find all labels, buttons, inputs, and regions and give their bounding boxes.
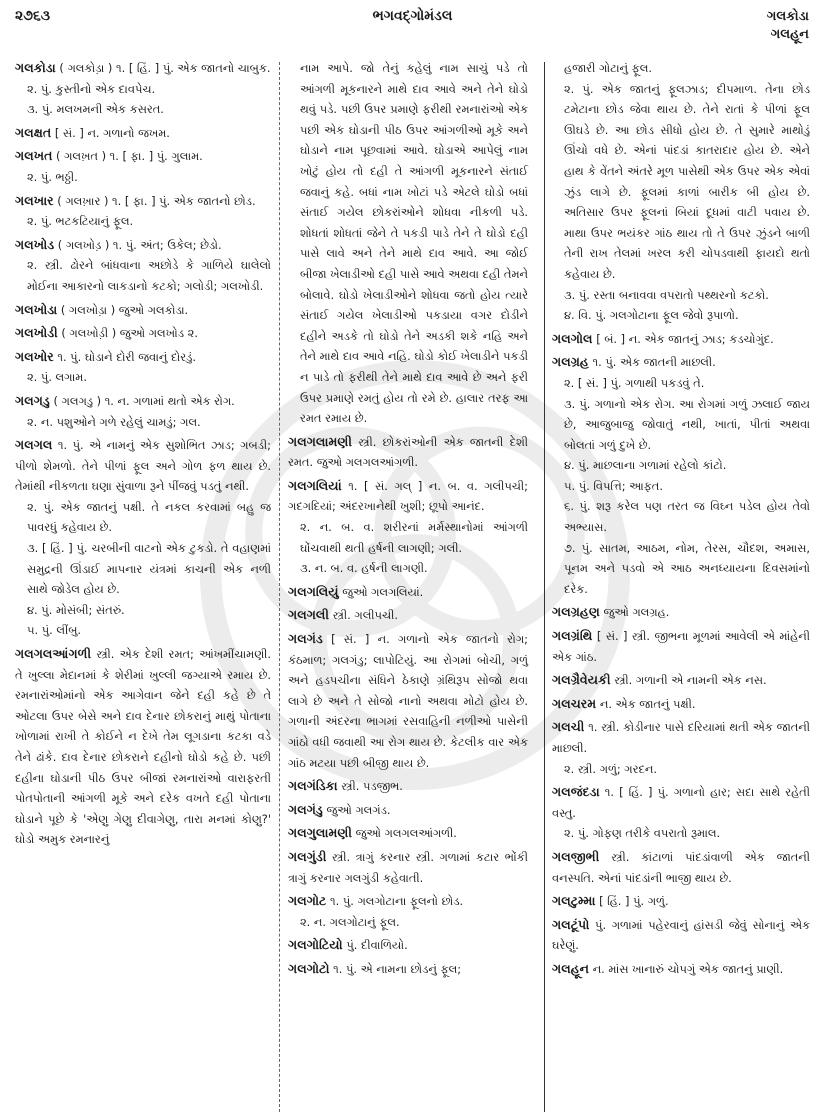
- page-number: ૨૭૬૩: [15, 8, 51, 24]
- entry-definition: સ્ત્રી. ગલીપચી.: [332, 608, 398, 623]
- dictionary-entry: [15, 58, 271, 120]
- entry-sense: ૫. પું. વિપત્તિ; આફત.: [564, 478, 663, 493]
- entry-definition: પું. દીવાળિયો.: [346, 938, 408, 953]
- dictionary-entry: [288, 432, 528, 473]
- entry-definition: ( ગલખોડ઼ા ) જુઓ ગલકોડા.: [60, 302, 189, 317]
- dictionary-entry: [552, 694, 810, 715]
- entry-headword: ગલહૂન: [552, 960, 590, 976]
- entry-definition: [ સં. ] સ્ત્રી. જીભના મૂળમાં આવેલી એ માંહેની એક ગાંઠ.: [552, 629, 810, 664]
- entry-headword: ગલગ્રહણ: [552, 604, 600, 620]
- entry-headword: ગલચી: [552, 719, 585, 735]
- entry-definition: ૧. [ સં. ગલ્ ] ન. બ. વ. ગલીપચી; ગદગદિયાં; અંદરખાનેથી ખુશી; છૂપો આનંદ.: [288, 478, 528, 514]
- entry-definition: સ્ત્રી. છોકરાંઓની એક જાતની દેશી રમત. જુઓ ગલગલઆંગળી.: [288, 434, 529, 470]
- guide-word-last: ગલહૂન: [770, 27, 809, 42]
- dictionary-entry: [552, 959, 810, 980]
- entry-definition: ૧. પું. એ નામનું એક સુશોભિત ઝાડ; ગબડી; પીળો શેમળો. તેને પીળાં ફૂલ અને ગોળ ફળ થાય છે. તેમાંથી નીકળતા ઘણા સુંવાળા રૂને પીંજવું પડતું નથી.: [15, 438, 271, 494]
- entry-definition: [ બં. ] ન. એક જાતનું ઝાડ; કડચોગુંદ.: [596, 331, 774, 346]
- entry-definition: ૧. પું. ગલગોટાના ફૂલનો છોડ.: [330, 894, 464, 909]
- entry-headword: ગલગંડ: [288, 631, 323, 647]
- entry-headword: ગલકોડા: [15, 60, 56, 75]
- entry-sense: ૨. [ સં. ] પું. ગળાથી પકડવું તે.: [564, 375, 705, 390]
- dictionary-entry: [15, 347, 271, 388]
- entry-definition: નામ આપે. જો તેનું કહેલું નામ સાચું પડે તો આંગળી મૂકનારને માથે દાવ આવે અને તેને ઘોડો થવું પડે. પછી ઉપર પ્રમાણે ફરીથી રમનારાંઓ એક પછી એક ઘોડાની પીઠ ઉપર આંગળીઓ મૂકે અને ઘોડાને નામ પૂછવામાં આવે. ઘોડાએ આપેલું નામ ખોટું હોય તો દહી તે આંગળી મૂકનારને સંતાઈ જવાનું કહે. બધાં નામ ખોટાં પડે એટલે ઘોડો બધાં સંતાઈ ગયેલ છોકરાંઓને શોધવા નીકળી પડે. શોધતાં શોધતાં જેને તે પકડી પાડે તેને તે ઘોડો દહી પાસે લાવે અને તેને માથે દાવ આવે. આ જોઈ બીજા ખેલાડીઓ દહી પાસે આવે અથવા દહી તેમને બોલાવે. ઘોડો ખેલાડીઓને શોધવા જતો હોય ત્યારે સંતાઈ ગયેલ ખેલાડીઓ પકડાયા વગર દોડીને દહીને અડકે તો ઘોડો તેને અડકી શકે નહિ અને તેને માથે દાવ આવે નહિ. ઘોડો કોઈ ખેલાડીને પકડી ન પાડે તો ફરીથી તેને માથે દાવ આવે છે અને ફરી ઉપર પ્રમાણે રમતું હોય તો રમે છે. હાલાર તરફ આ રમત રમાય છે.: [300, 61, 528, 426]
- dictionary-entry: [15, 123, 271, 144]
- dictionary-entry: [288, 629, 528, 773]
- entry-definition: જુઓ ગલગલિયાં.: [342, 584, 424, 599]
- dictionary-entry: [552, 847, 810, 888]
- entry-definition: ૧. સ્ત્રી. કોડીનાર પાસે દરિયામાં થતી એક જાતની માછલી.: [552, 720, 811, 755]
- entry-headword: ગલટૂંપો: [552, 916, 590, 932]
- entry-definition: ( ગલખોડ઼ી ) જુઓ ગલખોડ ૨.: [61, 326, 198, 341]
- dictionary-entry: [15, 323, 271, 344]
- entry-headword: ગલચરમ: [552, 695, 597, 711]
- entry-headword: ગલગલિયાં: [288, 477, 342, 493]
- dictionary-entry: [15, 435, 271, 641]
- entry-definition: [ સં. ] ન. ગળાનો એક જાતનો રોગ; કંઠમાળ; ગલગંડુ; લાપોટિયું. આ રોગમાં બોચી, ગળું અને હડપચીના સંધિને ઠેકાણે ગ્રંથિરૂપ સોજો થવા લાગે છે અને તે સોજો નાનો અથવા મોટો હોય છે. ગળાની અંદરના ભાગમાં રસવાહિની નળીઓ પાસેની ગાંઠો વધી જવાથી આ રોગ થાય છે. કેટલીક વાર એક ગાંઠ મટયા પછી બીજી થાય છે.: [288, 632, 528, 770]
- dictionary-entry: [288, 823, 528, 844]
- entry-definition: ૧. [ હિં. ] પું. ગળાનો હાર; સદા સાથે રહેતી વસ્તુ.: [552, 785, 810, 820]
- entry-headword: ગલખોડા: [15, 301, 58, 317]
- column-right: [552, 58, 810, 983]
- entry-headword: ગલજંદડા: [552, 784, 600, 800]
- entry-headword: ગલગ્રંથિ: [552, 628, 593, 644]
- dictionary-entry: [15, 644, 271, 850]
- entry-sense: ૨. પું. ભઠ્ઠી.: [27, 169, 78, 184]
- entry-definition: ૧. પું. ઘોડાને દોરી જવાનું દોરડું.: [57, 349, 196, 364]
- entry-definition: ન. માંસ ખાનારું ચોપગું એક જાતનું પ્રાણી.: [592, 961, 784, 976]
- entry-headword: ગલગ્રૈવેયકી: [552, 672, 611, 688]
- guide-word-first: ગલકોડા: [766, 9, 809, 24]
- dictionary-entry: [552, 915, 810, 956]
- entry-sense: ૭. પું. સાતમ, આઠમ, નોમ, તેરસ, ચૌદશ, અમાસ, પૂનમ અને પડવો એ આઠ અનધ્યાયના દિવસમાંનો દરેક.: [564, 540, 810, 596]
- dictionary-entry: [552, 329, 810, 350]
- entry-sense: ૨. સ્ત્રી. ઢોરને બાંધવાના અછોડે કે ગાળિયે ઘાલેલો મોઈના આકારનો લાકડાનો કટકો; ગલોડી; ગલખોડી.: [27, 258, 271, 293]
- dictionary-entry: [15, 235, 271, 297]
- entry-sense: ૨. ન. ગલગોટાનું ફૂલ.: [300, 914, 400, 929]
- entry-definition: ( ગલગડ઼ુ ) ૧. ન. ગળામાં થતો એક રોગ.: [53, 393, 235, 408]
- entry-definition: [ હિં. ] પું. ગળું.: [599, 894, 669, 909]
- entry-headword: ગલગુંડી: [288, 848, 327, 864]
- entry-sense: ૨. પું. લગામ.: [27, 370, 87, 385]
- entry-headword: ગલગડુ: [15, 392, 50, 408]
- entry-sense: ૩. પું. મલખમની એક કસરત.: [27, 102, 164, 117]
- entry-headword: ગલગ્રહ: [552, 354, 589, 370]
- dictionary-entry: [552, 782, 810, 844]
- entry-headword: ગલખોર: [15, 348, 54, 364]
- entry-headword: ગલગલી: [288, 607, 330, 623]
- dictionary-entry: [288, 935, 528, 956]
- entry-sense: ૨. પું. એક જાતનું ફૂલઝાડ; દીપમાળ. તેના છોડ ટમેટાના છોડ જેવા થાય છે. તેને રાતાં કે પીળાં ફૂલ ઊઘડે છે. આ છોડ સીધો હોય છે. તે સુમારે માથોડું ઊંચો વધે છે. એનાં પાંદડાં કાતરાદાર હોય છે. એને હાથ કે વેંતને અંતરે મૂળ પાસેથી એક ઉપર એક એવાં ઝુંડ લાગે છે. ફૂલમાં કાળાં બારીક બી હોય છે. અતિસાર ઉપર ફૂલનાં બિયાં દૂધમાં વાટી પવાય છે. માથા ઉપર ભયંકર ગાંઠ થાય તો તે ઉપર ઝુંડને બાળી તેની રાખ તેલમાં ખરલ કરી ચોપડવાથી ફાયદો થતો કહેવાય છે.: [564, 81, 810, 281]
- dictionary-entry: [552, 352, 810, 599]
- entry-definition: ( ગલખોડ઼ ) ૧. પું. અંત; ઉકેલ; છેડો.: [57, 237, 222, 252]
- dictionary-entry: [15, 146, 271, 187]
- book-title: ભગવદ્‌ગોમંડલ: [372, 8, 453, 24]
- entry-headword: ગલગલ: [15, 437, 53, 453]
- entry-headword: ગલખોડી: [15, 325, 58, 341]
- entry-definition: હજારી ગોટાનું ફૂલ.: [564, 61, 653, 75]
- entry-sense: ૬. પું. શરૂ કરેલ પણ તરત જ વિઘ્ન પડેલ હોય તેવો અભ્યાસ.: [564, 499, 810, 535]
- entry-definition: સ્ત્રી. પડજીભ.: [341, 779, 403, 794]
- entry-sense: ૨. ન. પશુઓને ગળે રહેલું ચામડું; ગલ.: [27, 414, 201, 429]
- entry-definition: સ્ત્રી. ત્રાગું કરનાર સ્ત્રી. ગળામાં કટાર ભોંકી ત્રાગું કરનાર ગલગુંડી કહેવાતી.: [288, 849, 528, 885]
- dictionary-entry: [288, 800, 528, 821]
- entry-sense: ૩. પું. રસ્તા બનાવવા વપરાતો પથ્થરનો કટકો.: [564, 287, 769, 302]
- dictionary-entry: [15, 391, 271, 432]
- entry-definition: સ્ત્રી. ગળાની એ નામની એક નસ.: [614, 673, 767, 688]
- entry-definition: જુઓ ગલગલઆંગળી.: [355, 826, 457, 841]
- dictionary-entry: [552, 717, 810, 779]
- entry-sense: ૪. પું. મોસંબી; સંતરું.: [27, 602, 125, 617]
- entry-headword: ગલગલામણી: [288, 433, 352, 449]
- entry-sense: ૨. પું. એક જાતનું પક્ષી. તે નકલ કરવામાં બહુ જ પાવરધું કહેવાય છે.: [27, 499, 271, 535]
- entry-sense: ૨. ન. બ. વ. શરીરનાં મર્મસ્થાનોમાં આંગળી ઘોંચવાથી થતી હર્ષની લાગણી; ગલી.: [300, 520, 528, 555]
- dictionary-entry: [552, 891, 810, 912]
- dictionary-entry: [288, 476, 528, 579]
- entry-headword: ગલગોલ: [552, 330, 593, 346]
- dictionary-entry: [288, 891, 528, 932]
- dictionary-entry: [552, 58, 810, 326]
- entry-headword: ગલખત: [15, 148, 53, 164]
- dictionary-entry: [288, 776, 528, 797]
- entry-headword: ગલગોટો: [288, 960, 330, 976]
- entry-definition: જુઓ ગલગ્રહ.: [603, 605, 670, 620]
- dictionary-entry: [288, 58, 528, 429]
- dictionary-entry: [288, 847, 528, 888]
- entry-headword: ગલખાર: [15, 192, 54, 208]
- dictionary-entry: [552, 670, 810, 691]
- entry-headword: ગલગલિયું: [288, 583, 339, 599]
- entry-definition: [ સં. ] ન. ગળાનો જખમ.: [54, 125, 170, 140]
- entry-definition: ન. એક જાતનું પક્ષી.: [599, 696, 696, 711]
- column-divider: [279, 62, 280, 1112]
- entry-headword: ગલક્ષત: [15, 124, 52, 140]
- entry-sense: ૪. પું. માછલાના ગળામાં રહેલો કાંટો.: [564, 458, 727, 473]
- dictionary-entry: [288, 582, 528, 603]
- entry-sense: ૫. પું. લીંબુ.: [27, 623, 81, 638]
- entry-headword: ગલખોડ: [15, 236, 55, 252]
- entry-definition: સ્ત્રી. કાંટાળાં પાંદડાંવાળી એક જાતની વનસ્પતિ. એનાં પાંદડાંની ભાજી થાય છે.: [552, 849, 810, 885]
- entry-headword: ગલગુલામણી: [288, 825, 352, 841]
- dictionary-entry: [288, 605, 528, 626]
- entry-definition: પું. ગળામાં પહેરવાનું હાંસડી જેવું સોનાનું એક ઘરેણું.: [552, 917, 810, 953]
- entry-definition: જુઓ ગલગંડ.: [326, 802, 391, 817]
- entry-sense: ૨. સ્ત્રી. ગળું; ગરદન.: [564, 761, 657, 776]
- entry-headword: ગલગોટિયો: [288, 937, 343, 953]
- dictionary-entry: [15, 191, 271, 232]
- entry-headword: ગલજીભી: [552, 848, 600, 864]
- entry-sense: ૩. [ હિં. ] પું. ચરબીની વાટનો એક ટુકડો. તે વહાણમાં સમુદ્રની ઊંડાઈ માપનાર યંત્રમાં કાચની એક નળી સાથે જોડેલ હોય છે.: [27, 541, 271, 597]
- column-divider: [544, 62, 545, 1112]
- entry-headword: ગલગલઆંગળી: [15, 646, 92, 662]
- entry-headword: ગલગોટ: [288, 893, 327, 909]
- page-header: [0, 0, 825, 56]
- dictionary-entry: [15, 300, 271, 321]
- dictionary-entry: [288, 959, 528, 980]
- entry-definition: સ્ત્રી. એક દેશી રમત; આંખમીંચામણી. તે ખુલ્લા મેદાનમાં કે શેરીમાં ખુલ્લી જગ્યાએ રમાય છે. રમનારાંઓમાંનો એક આગેવાન જેને દહી કહે છે તે ઓટલા ઉપર બેસે અને દાવ દેનાર છોકરાનું માથું પોતાના ખોળામાં રાખી તે કોઈને ન દેખે તેમ લૂગડાના કટકા વડે તેને ઢાંકે. દાવ દેનાર છોકરાને દહીનો ઘોડો કહે છે. પછી દહીના ઘોડાની પીઠ ઉપર બીજાં રમનારાંઓ વારાફરતી પોતપોતાની આંગળી મૂકે અને દરેક વખતે દહી પોતાના ઘોડાને પૂછે કે 'એણુ ગેણુ દીવાગેણુ, તારા મનમાં કોણુ?' ઘોડો અમુક રમનારનું: [15, 647, 272, 847]
- entry-sense: ૩. પું. ગળાનો એક રોગ. આ રોગમાં ગળું ઝલાઈ જાય છે, આજુબાજુ જોવાતું નથી, ખાતાં, પીતાં અથવા બોલતાં ગળું દુખે છે.: [564, 396, 810, 452]
- guide-words: [767, 8, 809, 44]
- entry-definition: ૧. પું. એક જાતની માછલી.: [592, 355, 716, 370]
- entry-sense: ૩. ન. બ. વ. હર્ષની લાગણી.: [300, 561, 428, 576]
- entry-definition: ( ગલકોડ઼ા ) ૧. [ હિં. ] પું. એક જાતનો ચાબુક.: [59, 61, 271, 75]
- entry-definition: ૧. પું. એ નામના છોડનું ફૂલ;: [333, 961, 462, 976]
- column-middle: [288, 58, 528, 983]
- entry-headword: ગલગંડિકા: [288, 778, 338, 794]
- entry-definition: ( ગલખ઼ાર ) ૧. [ ફા. ] પું. એક જાતનો છોડ.: [57, 193, 256, 208]
- entry-sense: ૪. વિ. પું. ગલગોટાના ફૂલ જેવો રૂપાળો.: [564, 308, 739, 323]
- entry-definition: ( ગલખ઼ત ) ૧. [ ફા. ] પું. ગુલામ.: [56, 149, 203, 164]
- dictionary-entry: [552, 626, 810, 667]
- entry-headword: ગલટુમ્મા: [552, 893, 596, 909]
- entry-headword: ગલગંડુ: [288, 801, 323, 817]
- entry-sense: ૨. પું. ભટકટિયાનું ફૂલ.: [27, 214, 134, 229]
- dictionary-entry: [552, 602, 810, 623]
- entry-sense: ૨. પું. કુસ્તીનો એક દાવપેચ.: [27, 81, 156, 96]
- entry-sense: ૨. પું. ગોફણ તરીકે વપરાતો રૂમાલ.: [564, 826, 721, 841]
- column-left: [15, 58, 271, 853]
